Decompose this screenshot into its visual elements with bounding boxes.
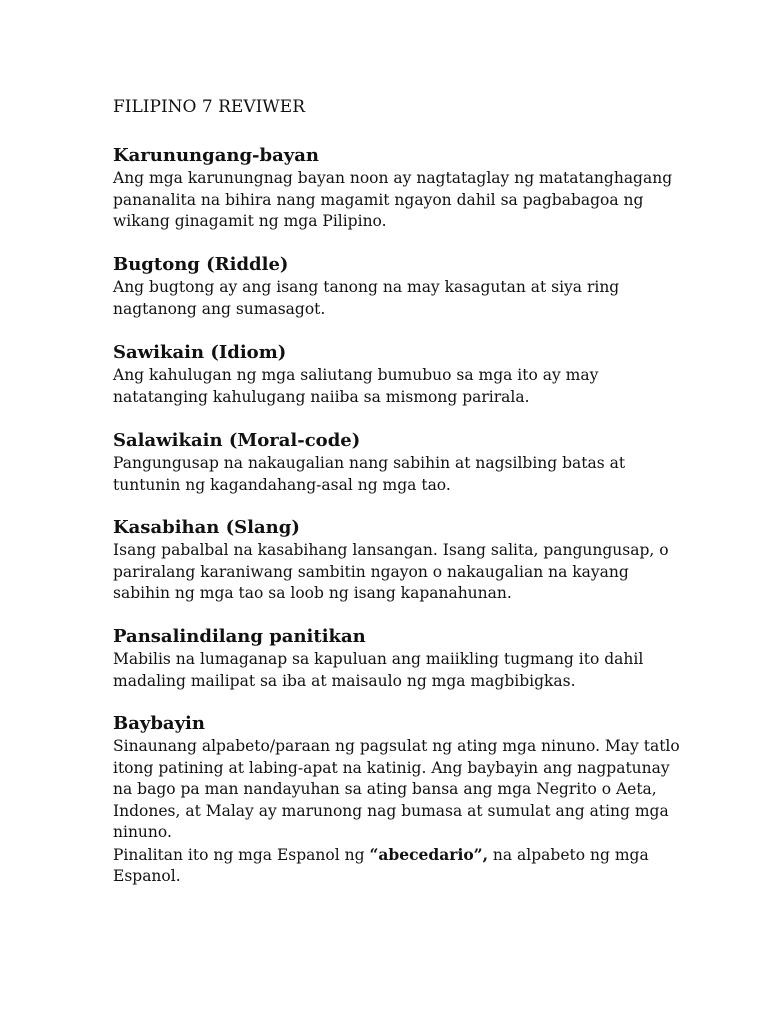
section-body <box>113 365 673 408</box>
body-line: Espanol. <box>113 867 181 885</box>
section-body <box>113 168 673 233</box>
body-text: Pinalitan ito ng mga Espanol ng <box>113 845 370 864</box>
section-pansalindilang-panitikan <box>113 625 673 692</box>
section-heading: Kasabihan (Slang) <box>113 517 300 538</box>
body-line: Mabilis na lumaganap sa kapuluan ang maiikling tugmang ito dahil <box>113 650 644 668</box>
body-line: ninuno. <box>113 823 172 841</box>
body-line: Isang pabalbal na kasabihang lansangan. Isang salita, pangungusap, o <box>113 541 669 559</box>
section-heading: Sawikain (Idiom) <box>113 342 287 363</box>
section-kasabihan <box>113 516 673 605</box>
body-line: pariralang karaniwang sambitin ngayon o nakaugalian na kayang <box>113 562 629 581</box>
body-line: nagtanong ang sumasagot. <box>113 299 326 318</box>
section-heading: Bugtong (Riddle) <box>113 254 289 275</box>
body-line: na bago pa man nandayuhan sa ating bansa ang mga Negrito o Aeta, <box>113 780 657 798</box>
section-heading: Pansalindilang panitikan <box>113 626 366 647</box>
body-text: na alpabeto ng mga <box>487 845 649 864</box>
body-line: itong patining at labing-apat na katinig. Ang baybayin ang nagpatunay <box>113 758 670 777</box>
body-line: Ang bugtong ay ang isang tanong na may kasagutan at siya ring <box>113 278 620 296</box>
section-karunungang-bayan <box>113 144 673 233</box>
section-body <box>113 277 673 320</box>
section-baybayin <box>113 712 680 888</box>
body-line: pananalita na bihira nang magamit ngayon dahil sa pagbabagoa ng <box>113 190 644 209</box>
section-heading: Karunungang-bayan <box>113 145 319 166</box>
emphasized-term: “abecedario”, <box>369 844 488 864</box>
body-line: sabihin ng mga tao sa loob ng isang kapanahunan. <box>113 584 512 602</box>
section-heading: Salawikain (Moral-code) <box>113 430 361 451</box>
body-line: madaling mailipat sa iba at maisaulo ng mga magbibigkas. <box>113 671 576 690</box>
section-salawikain <box>113 429 673 496</box>
body-line: natatanging kahulugang naiiba sa mismong parirala. <box>113 387 530 406</box>
body-line: tuntunin ng kagandahang-asal ng mga tao. <box>113 475 451 494</box>
body-line: Indones, at Malay ay marunong nag bumasa at sumulat ang ating mga <box>113 801 669 820</box>
body-line-with-emphasis <box>113 844 673 867</box>
body-line: Sinaunang alpabeto/paraan ng pagsulat ng ating mga ninuno. May tatlo <box>113 737 680 755</box>
section-heading: Baybayin <box>113 713 205 734</box>
section-bugtong <box>113 253 673 320</box>
section-sawikain <box>113 341 673 408</box>
body-line: Ang kahulugan ng mga saliutang bumubuo sa mga ito ay may <box>113 366 599 384</box>
section-body <box>113 736 680 888</box>
document-title: FILIPINO 7 REVIWER <box>113 97 305 117</box>
body-line: Pangungusap na nakaugalian nang sabihin at nagsilbing batas at <box>113 454 626 472</box>
body-line: wikang ginagamit ng mga Pilipino. <box>113 212 387 230</box>
section-body <box>113 649 673 692</box>
body-line: Ang mga karunungnag bayan noon ay nagtataglay ng matatanghagang <box>113 169 673 187</box>
section-body <box>113 540 673 605</box>
section-body <box>113 453 673 496</box>
